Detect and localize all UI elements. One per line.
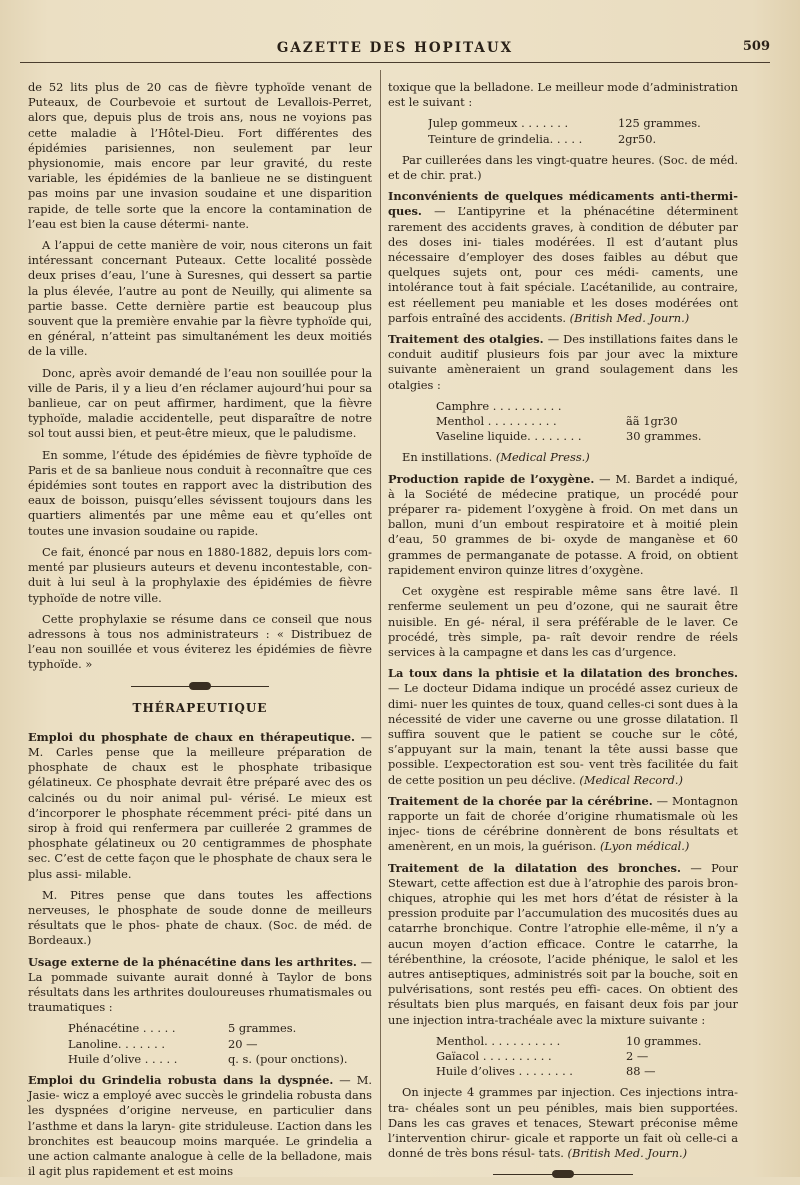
recipe-list: [388, 116, 738, 146]
recipe-list: [28, 1021, 372, 1067]
paragraph: [388, 450, 738, 465]
article-heading: Traitement de la chorée par la cérébrine.: [388, 793, 653, 808]
article-heading: La toux dans la phtisie et la dilatation des bronches.: [388, 666, 738, 681]
quantity: q. s. (pour onctions).: [228, 1051, 348, 1066]
recipe-row: [28, 1052, 372, 1067]
source-citation: (Medical Record.): [579, 772, 683, 787]
article-heading: Emploi du Grindelia robusta dans la dyspnée.: [28, 1072, 334, 1087]
ornament-dot: [552, 1170, 574, 1178]
page-number: 509: [742, 39, 770, 54]
ingredient: Vaseline liquide. . . . . . . .: [436, 429, 582, 444]
article-heading: Production rapide de l’oxygène.: [388, 471, 595, 486]
column-divider: [380, 70, 381, 1130]
quantity: 2gr50.: [618, 131, 657, 146]
recipe-row: [388, 132, 738, 147]
ingredient: Gaïacol . . . . . . . . . .: [436, 1048, 552, 1063]
page-header: [20, 36, 770, 63]
paragraph: Donc, après avoir demandé de l’eau non souillée pour la ville de Paris, il y a lieu d’en réclamer aujourd’hui pour sa banlieue, car on peut affirmer, hardiment, que la fièvre typhoïde, maladie accidentelle, peut disparaître de notre sol tout aussi bien, et peut-être mieux, que le paludisme.: [28, 365, 372, 441]
ornament-divider: [388, 1169, 738, 1179]
ingredient: Huile d’olives . . . . . . . .: [436, 1064, 573, 1079]
ornament-dot: [189, 682, 211, 690]
article-text: — La pommade suivante aurait donné à Taylor de bons résultats dans les arthrites douloureuses rhumatismales ou traumatiques :: [28, 954, 372, 1015]
article-heading: Traitement de la dilatation des bronches.: [388, 860, 681, 875]
ingredient: Huile d’olive . . . . .: [68, 1051, 178, 1066]
article-text: On injecte 4 grammes par injection. Ces injections intra-tra- chéales sont un peu pénibles, mais bien supportées. Dans les cas graves et tenaces, Stewart préconise même l’intervention chirur- gicale et rapporte un fait où celle-ci a donné de très bons résul- tats.: [388, 1085, 738, 1161]
source-citation: (British Med. Journ.): [567, 1146, 688, 1161]
ingredient: Julep gommeux . . . . . . .: [428, 116, 569, 131]
article-dilatation: [388, 861, 738, 1028]
ingredient: Lanoline. . . . . . .: [68, 1036, 165, 1051]
article-text: — Le docteur Didama indique un procédé assez curieux de dimi- nuer les quintes de toux, quand celles-ci sont dues à la nécessité de vider une caverne ou une grosse dilatation. Il suffira souvent que le patient se couche sur le côté, s’appuyant sur la main, tenant la tête aussi basse que possible. L’expectoration est sou- vent très facilitée du fait de cette position un peu déclive.: [388, 681, 738, 787]
article-text: En instillations.: [402, 450, 493, 465]
recipe-row: [388, 429, 738, 444]
recipe-row: [388, 399, 738, 414]
quantity: 30 grammes.: [626, 429, 702, 444]
article-text: — M. Bardet a indiqué, à la Société de médecine pratique, un procédé pour préparer ra- pidement l’oxygène à froid. On met dans un ballon, muni d’un embout respiratoire et à moitié plein d’eau, 50 grammes de bi- oxyde de manganèse et 60 grammes de permanganate de potasse. A froid, on obtient rapidement environ quinze litres d’oxygène.: [388, 471, 738, 577]
article-text: — L’antipyrine et la phénacétine déterminent rarement des accidents graves, à condition de débuter par des doses ini- tiales modérées. Il est d’autant plus nécessaire d’employer des doses faibles au début que quelques sujets ont, pour ces médi- caments, une intolérance tout à fait spéciale. L’acétanilide, au contraire, est réellement peu maniable et les doses modérées ont parfois entraîné des accidents.: [388, 204, 738, 325]
ornament-divider: [28, 681, 372, 691]
article-text: — Montagnon rapporte un fait de chorée d’origine rhumatismale où les injec- tions de cérébrine donnèrent de bons résultats et amenèrent, en un mois, la guérison.: [388, 793, 738, 854]
source-citation: (Medical Press.): [495, 450, 590, 465]
article-antithermiques: [388, 189, 738, 326]
quantity: ãã 1gr30: [626, 414, 678, 429]
paragraph: de 52 lits plus de 20 cas de fièvre typhoïde venant de Puteaux, de Courbevoie et surtout de Levallois-Perret, alors que, depuis plus de trois ans, nous ne voyions pas cette maladie à l’Hôtel-Dieu. Fort différentes des épidémies parisiennes, non seulement par leur physionomie, mais encore par leur gravité, du reste variable, les épidémies de la banlieue ne se distinguent pas moins par une invasion soudaine et une disparition rapide, de telle sorte que la encore la contamination de l’eau est bien la cause détermi- nante.: [28, 80, 372, 231]
quantity: 2 —: [626, 1048, 649, 1063]
quantity: 10 grammes.: [626, 1033, 702, 1048]
recipe-row: [388, 1049, 738, 1064]
ingredient: Menthol. . . . . . . . . . .: [436, 1033, 561, 1048]
source-citation: (Lyon médical.): [599, 839, 690, 854]
article-text: — M. Jasie- wicz a employé avec succès le grindelia robusta dans les dyspnées d’origine nerveuse, en particulier dans l’asthme et dans la laryn- gite striduleuse. L’action dans les bronchites est beaucoup moins marquée. Le grindelia a une action calmante analogue à celle de la belladone, mais il agit plus rapidement et est moins: [28, 1072, 372, 1179]
paragraph: A l’appui de cette manière de voir, nous citerons un fait intéressant concernant Puteaux. Cette localité possède deux prises d’eau, l’une à Suresnes, qui dessert sa partie la plus élevée, l’autre au pont de Neuilly, qui alimente sa partie basse. Cette dernière partie est beaucoup plus souvent que la première envahie par la fièvre typhoïde qui, en général, n’atteint pas simultanément les deux moitiés de la ville.: [28, 238, 372, 359]
recipe-list: [388, 399, 738, 445]
paragraph: M. Pitres pense que dans toutes les affections nerveuses, le phosphate de soude donne de meilleurs résultats que le phos- phate de chaux. (Soc. de méd. de Bordeaux.): [28, 887, 372, 948]
article-heading: Traitement des otalgies.: [388, 332, 544, 347]
paragraph: Par cuillerées dans les vingt-quatre heures. (Soc. de méd. et de chir. prat.): [388, 152, 738, 183]
recipe-row: [388, 116, 738, 131]
article-phenacetine: [28, 955, 372, 1016]
quantity: 20 —: [228, 1036, 258, 1051]
article-heading: Emploi du phosphate de chaux en thérapeutique.: [28, 729, 355, 744]
article-text: — M. Carles pense que la meilleure préparation de phosphate de chaux est le phosphate tribasique gélatineux. Ce phosphate devrait être préparé avec des os calcinés ou du noir animal pul- vérisé. Le mieux est d’incorporer le phosphate récemment préci- pité dans un sirop à froid qui renfermera par cuillerée 2 grammes de phosphate gélatineux ou 20 centigrammes de phosphate sec. C’est de cette façon que le phosphate de chaux sera le plus assi- milable.: [28, 729, 373, 881]
article-toux: [388, 666, 738, 788]
paragraph: toxique que la belladone. Le meilleur mode d’administration est le suivant :: [388, 80, 738, 110]
article-phosphate: [28, 730, 372, 882]
recipe-list: [388, 1034, 738, 1080]
article-text: — Pour Stewart, cette affection est due à l’atrophie des parois bron- chiques, atrophie qui les met hors d’état de résister à la pression produite par l’accumulation des mucosités dues au catarrhe bronchique. Contre l’atrophie elle-même, il n’y a aucun moyen d’action efficace. Contre le catarrhe, la térébenthine, la créosote, l’acide phénique, le salol et les autres antiseptiques, administrés soit par la bouche, soit en pulvérisations, sont restés peu effi- caces. On obtient des résultats bien plus marqués, en faisant deux fois par jour une injection intra-trachéale avec la mixture suivante :: [388, 860, 738, 1027]
journal-title: GAZETTE DES HOPITAUX: [276, 40, 514, 56]
section-title: THÉRAPEUTIQUE: [132, 700, 268, 715]
article-otalgies: [388, 332, 738, 393]
quantity: 88 —: [626, 1064, 656, 1079]
article-oxygene: [388, 472, 738, 578]
recipe-row: [28, 1021, 372, 1036]
ingredient: Teinture de grindelia. . . . .: [428, 131, 583, 146]
recipe-row: [388, 1034, 738, 1049]
quantity: [626, 399, 738, 414]
paragraph: Cet oxygène est respirable même sans être lavé. Il renferme seulement un peu d’ozone, qui ne saurait être nuisible. En gé- néral, il sera préférable de le laver. Ce procédé, très simple, pa- raît devoir rendre de réels services à la campagne et dans les cas d’urgence.: [388, 584, 738, 659]
article-text: — Des instillations faites dans le conduit auditif plusieurs fois par jour avec la mixture suivante amèneraient un grand soulagement dans les otalgies :: [388, 332, 738, 392]
paragraph: Cette prophylaxie se résume dans ce conseil que nous adressons à tous nos administrateurs : « Distribuez de l’eau non souillée et vous éviterez les épidémies de fièvre typhoïde. »: [28, 611, 372, 672]
article-heading: Inconvénients de quelques médicaments anti-thermi- ques.: [388, 189, 738, 219]
article-choree: [388, 794, 738, 855]
ingredient: Phénacétine . . . . .: [68, 1021, 176, 1036]
recipe-row: [388, 414, 738, 429]
quantity: 125 grammes.: [618, 116, 701, 131]
article-grindelia: [28, 1073, 372, 1179]
paragraph: En somme, l’étude des épidémies de fièvre typhoïde de Paris et de sa banlieue nous conduit à reconnaître que ces épidémies sont toutes en rapport avec la distribution des eaux de boisson, puisqu’elles sévissent toujours dans les quartiers alimentés par une même eau et qu’elles ont toutes une invasion soudaine ou rapide.: [28, 447, 372, 538]
recipe-row: [28, 1037, 372, 1052]
right-column: [388, 80, 738, 1181]
paragraph: Ce fait, énoncé par nous en 1880-1882, depuis lors com- menté par plusieurs auteurs et devenu incontestable, con- duit à lui seul à la prophylaxie des épidémies de fièvre typhoïde de notre ville.: [28, 544, 372, 605]
quantity: 5 grammes.: [228, 1021, 297, 1036]
ingredient: Camphre . . . . . . . . . .: [436, 398, 562, 413]
left-column: [28, 80, 372, 1185]
source-citation: (British Med. Journ.): [569, 310, 690, 325]
recipe-row: [388, 1064, 738, 1079]
ingredient: Menthol . . . . . . . . . .: [436, 414, 557, 429]
article-heading: Usage externe de la phénacétine dans les arthrites.: [28, 954, 357, 969]
paragraph: [388, 1085, 738, 1161]
